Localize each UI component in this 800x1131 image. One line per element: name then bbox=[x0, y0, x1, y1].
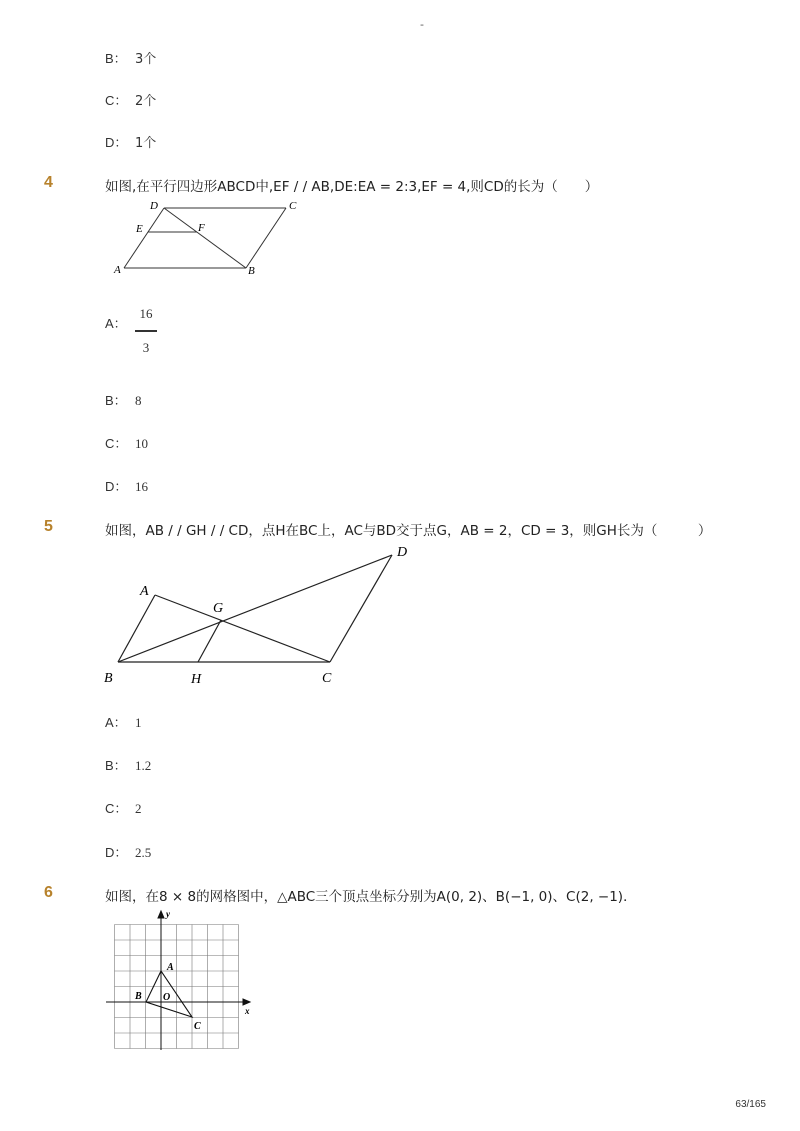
question-number-6: 6 bbox=[44, 884, 53, 901]
prev-option-b: B： 3个 bbox=[105, 51, 157, 67]
label-f: F bbox=[198, 222, 205, 234]
label-c: C bbox=[194, 1021, 201, 1032]
diagonal-db bbox=[164, 208, 246, 268]
segment-cd bbox=[330, 555, 392, 662]
segment-ab bbox=[118, 595, 155, 662]
q4-parallelogram-figure bbox=[110, 196, 310, 280]
question-number-5: 5 bbox=[44, 518, 53, 535]
q5-option-c: C： 2 bbox=[105, 801, 142, 816]
edge-ad bbox=[124, 208, 164, 268]
prev-option-d: D： 1个 bbox=[105, 135, 157, 151]
header-mark: - bbox=[420, 18, 424, 31]
fraction-numerator: 16 bbox=[139, 306, 153, 321]
x-axis-arrow bbox=[243, 999, 250, 1005]
label-g: G bbox=[213, 601, 224, 616]
q6-grid-figure bbox=[100, 905, 260, 1055]
edge-bc bbox=[246, 208, 286, 268]
q5-option-d: D： 2.5 bbox=[105, 845, 152, 860]
fraction-denominator: 3 bbox=[142, 339, 150, 355]
label-a: A bbox=[167, 962, 174, 973]
question-number-4: 4 bbox=[44, 174, 53, 191]
label-c: C bbox=[322, 671, 332, 686]
label-x: x bbox=[245, 1006, 250, 1016]
q4-option-d: D： 16 bbox=[105, 479, 148, 494]
prev-option-c: C： 2个 bbox=[105, 93, 157, 109]
q5-option-b: B： 1.2 bbox=[105, 758, 152, 773]
q4-option-a-fraction bbox=[135, 306, 157, 356]
fraction-bar bbox=[135, 330, 157, 332]
grid-lines bbox=[115, 925, 239, 1049]
question-5-text: 如图，AB / / GH / / CD，点H在BC上，AC与BD交于点G，AB = 2，CD = 3，则GH长为（ ） bbox=[105, 523, 712, 539]
question-6-text: 如图，在8 × 8的网格图中，△ABC三个顶点坐标分别为A(0, 2)、B(−1, 0)、C(2, −1)． bbox=[105, 889, 637, 905]
label-b: B bbox=[135, 991, 142, 1002]
label-y: y bbox=[166, 909, 170, 919]
q5-triangle-figure bbox=[100, 540, 430, 690]
label-d: D bbox=[150, 200, 158, 212]
page-number: 63/165 bbox=[735, 1099, 766, 1110]
q4-option-c: C： 10 bbox=[105, 436, 148, 451]
label-b: B bbox=[104, 671, 113, 686]
label-o: O bbox=[163, 992, 171, 1003]
label-e: E bbox=[136, 223, 143, 235]
label-b: B bbox=[248, 265, 255, 277]
q5-option-a: A： 1 bbox=[105, 715, 142, 730]
y-axis-arrow bbox=[158, 911, 164, 918]
q4-option-b: B： 8 bbox=[105, 393, 142, 408]
label-h: H bbox=[191, 672, 202, 687]
question-4-text: 如图,在平行四边形ABCD中,EF / / AB,DE:EA = 2:3,EF = 4,则CD的长为（ ） bbox=[105, 179, 599, 195]
segment-bd bbox=[118, 555, 392, 662]
label-a: A bbox=[114, 264, 121, 276]
q4-option-a: A： bbox=[105, 316, 127, 331]
segment-ac bbox=[155, 595, 330, 662]
label-d: D bbox=[397, 545, 408, 560]
label-a: A bbox=[140, 584, 149, 599]
label-c: C bbox=[289, 200, 297, 212]
